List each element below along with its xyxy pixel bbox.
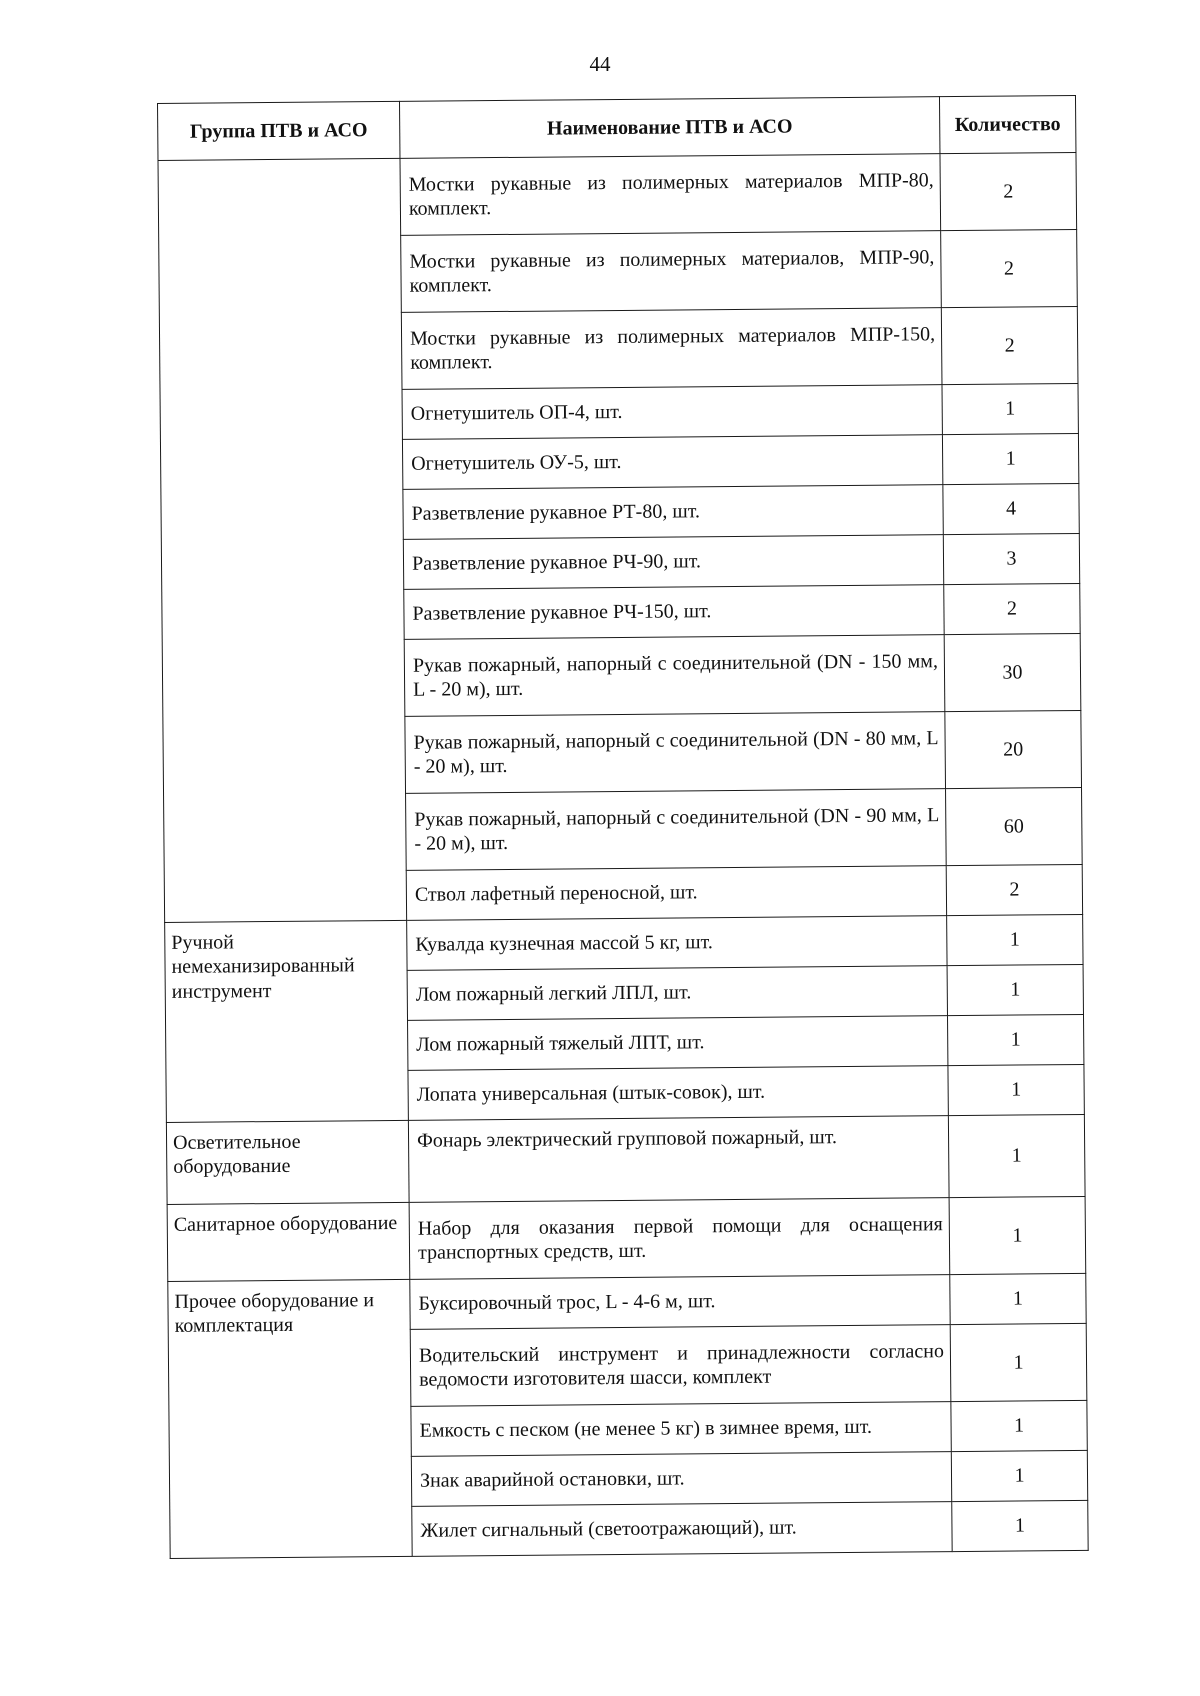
item-name: Рукав пожарный, напорный с соединительной (DN - 80 мм, L - 20 м), шт.: [405, 712, 946, 794]
item-quantity: 1: [947, 1014, 1083, 1065]
item-quantity: 2: [941, 306, 1078, 384]
item-quantity: 1: [947, 914, 1083, 965]
item-quantity: 2: [941, 229, 1078, 307]
item-name: Разветвление рукавное РТ-80, шт.: [403, 485, 943, 540]
item-name: Разветвление рукавное РЧ-90, шт.: [403, 535, 943, 590]
header-name: Наименование ПТВ и АСО: [399, 97, 939, 159]
group-cell: Осветительное оборудование: [166, 1120, 409, 1204]
item-quantity: 2: [946, 864, 1082, 915]
item-quantity: 1: [952, 1500, 1088, 1551]
item-quantity: 20: [945, 710, 1082, 788]
item-name: Мостки рукавные из полимерных материалов МПР-150, комплект.: [401, 308, 942, 390]
item-name: Знак аварийной остановки, шт.: [411, 1452, 951, 1507]
item-name: Буксировочный трос, L - 4-6 м, шт.: [410, 1275, 950, 1330]
table-header-row: [158, 95, 1076, 160]
page-number: 44: [589, 52, 611, 76]
item-quantity: 1: [950, 1323, 1087, 1401]
item-quantity: 1: [949, 1196, 1086, 1274]
header-quantity: Количество: [939, 95, 1075, 153]
item-quantity: 1: [942, 433, 1078, 484]
header-group: Группа ПТВ и АСО: [158, 101, 400, 160]
item-name: Мостки рукавные из полимерных материалов МПР-80, комплект.: [400, 154, 941, 236]
item-name: Кувалда кузнечная массой 5 кг, шт.: [407, 916, 947, 971]
item-name: Фонарь электрический групповой пожарный, шт.: [408, 1116, 949, 1203]
item-name: Лом пожарный легкий ЛПЛ, шт.: [407, 966, 947, 1021]
item-quantity: 1: [948, 1064, 1084, 1115]
item-quantity: 1: [942, 383, 1078, 434]
item-quantity: 1: [951, 1450, 1087, 1501]
item-quantity: 1: [948, 1114, 1085, 1197]
item-name: Ствол лафетный переносной, шт.: [406, 866, 946, 921]
item-quantity: 3: [943, 533, 1079, 584]
item-name: Емкость с песком (не менее 5 кг) в зимнее время, шт.: [411, 1402, 951, 1457]
item-quantity: 1: [950, 1273, 1086, 1324]
group-cell: Ручной немеханизированный инструмент: [165, 920, 409, 1122]
item-quantity: 2: [944, 583, 1080, 634]
table-row: [158, 152, 1077, 237]
item-name: Огнетушитель ОУ-5, шт.: [402, 435, 942, 490]
item-name: Набор для оказания первой помощи для оснащения транспортных средств, шт.: [409, 1198, 950, 1280]
item-name: Жилет сигнальный (светоотражающий), шт.: [412, 1502, 952, 1557]
item-name: Рукав пожарный, напорный с соединительной (DN - 150 мм, L - 20 м), шт.: [404, 635, 945, 717]
item-quantity: 2: [940, 152, 1077, 230]
table-row: [166, 1114, 1085, 1204]
item-quantity: 1: [947, 964, 1083, 1015]
item-name: Огнетушитель ОП-4, шт.: [402, 385, 942, 440]
item-name: Лопата универсальная (штык-совок), шт.: [408, 1066, 948, 1121]
equipment-table: [157, 95, 1089, 1559]
group-cell: [158, 158, 407, 922]
item-quantity: 60: [946, 787, 1083, 865]
table-row: [168, 1273, 1086, 1331]
item-name: Рукав пожарный, напорный с соединительной (DN - 90 мм, L - 20 м), шт.: [406, 789, 947, 871]
group-cell: Санитарное оборудование: [167, 1202, 410, 1281]
group-cell: Прочее оборудование и комплектация: [168, 1279, 412, 1558]
item-name: Водительский инструмент и принадлежности согласно ведомости изготовителя шасси, комплект: [410, 1325, 951, 1407]
item-quantity: 4: [943, 483, 1079, 534]
table-row: [165, 914, 1083, 972]
item-name: Мостки рукавные из полимерных материалов, МПР-90, комплект.: [401, 231, 942, 313]
item-name: Разветвление рукавное РЧ-150, шт.: [404, 585, 944, 640]
table-row: [167, 1196, 1086, 1281]
item-name: Лом пожарный тяжелый ЛПТ, шт.: [408, 1016, 948, 1071]
item-quantity: 30: [944, 633, 1081, 711]
item-quantity: 1: [951, 1400, 1087, 1451]
